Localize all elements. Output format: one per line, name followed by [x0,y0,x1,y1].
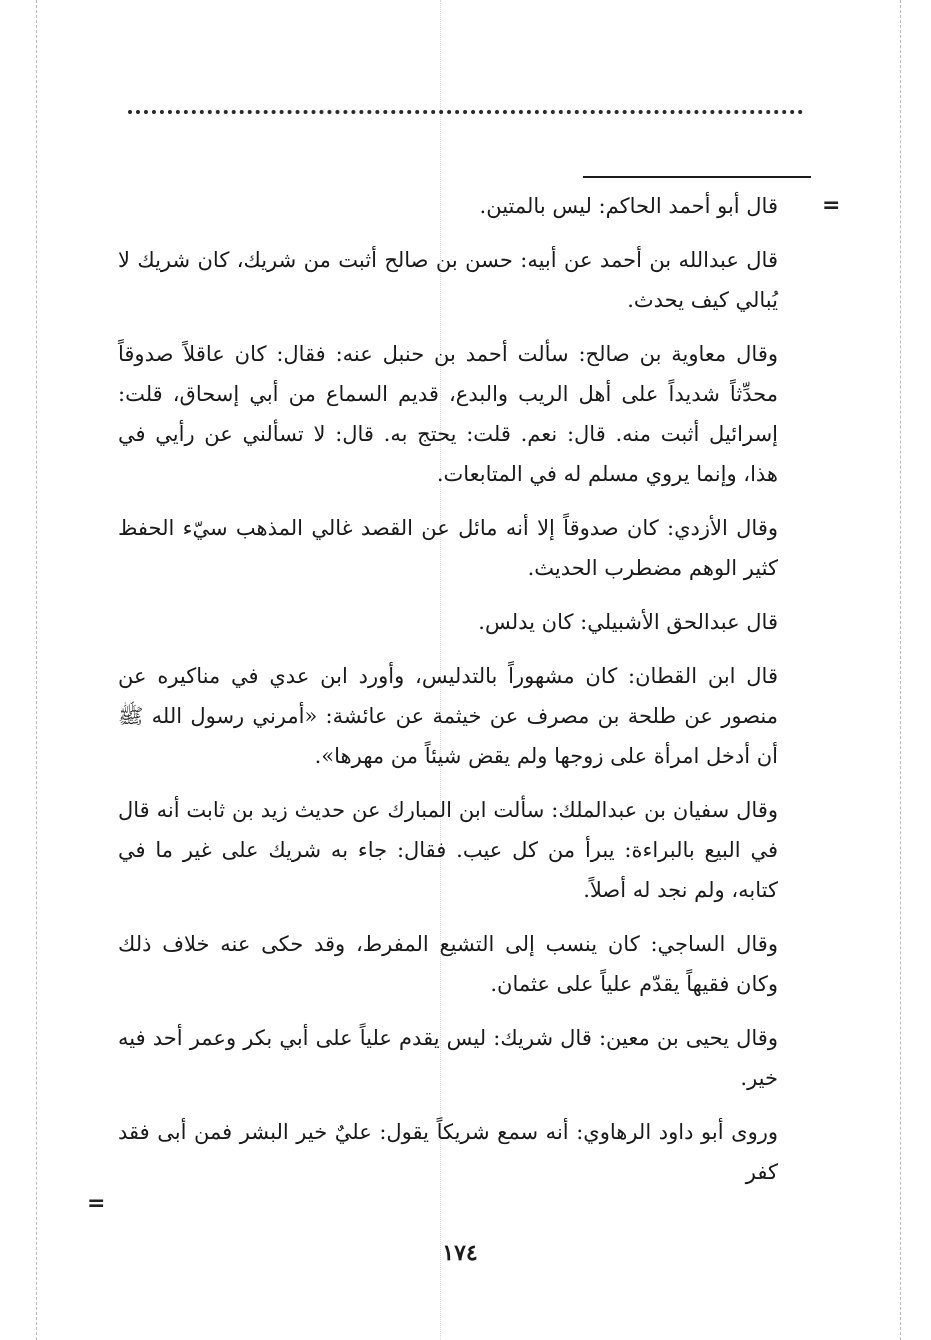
paragraph: وقال الأزدي: كان صدوقاً إلا أنه مائل عن القصد غالي المذهب سيّء الحفظ كثير الوهم مضطرب الحديث. [118,516,778,580]
footnote-rule [583,176,811,178]
paragraph: وقال يحيى بن معين: قال شريك: ليس يقدم علياً على أبي بكر وعمر أحد فيه خير. [118,1026,778,1090]
continuation-mark-top: = [822,193,841,218]
scan-margin-line-left [36,0,37,1340]
paragraph: قال عبدالله بن أحمد عن أبيه: حسن بن صالح أثبت من شريك، كان شريك لا يُبالي كيف يحدث. [118,248,778,312]
paragraph: وقال سفيان بن عبدالملك: سألت ابن المبارك عن حديث زيد بن ثابت أنه قال في البيع بالبراءة: يبرأ من كل عيب. فقال: جاء به شريك على غير ما في كتابه، ولم نجد له أصلاً. [118,798,778,902]
footnote-text [118,186,778,1206]
paragraph: وقال معاوية بن صالح: سألت أحمد بن حنبل عنه: فقال: كان عاقلاً صدوقاً محدِّثاً شديداً على أهل الريب والبدع، قديم السماع من أبي إسحاق، قلت: إسرائيل أثبت منه. قال: نعم. قلت: يحتج به. قال: لا تسألني عن رأيي في هذا، وإنما يروي مسلم له في المتابعات. [118,342,778,486]
paragraph: وقال الساجي: كان ينسب إلى التشيع المفرط، وقد حكى عنه خلاف ذلك وكان فقيهاً يقدّم علياً على عثمان. [118,932,778,996]
page-number: ١٧٤ [442,1240,478,1266]
paragraph: قال عبدالحق الأشبيلي: كان يدلس. [478,610,778,634]
scan-margin-line-right [900,0,901,1340]
paragraph: قال أبو أحمد الحاكم: ليس بالمتين. [479,194,778,218]
paragraph: وروى أبو داود الرهاوي: أنه سمع شريكاً يقول: عليٌ خير البشر فمن أبى فقد كفر [118,1120,778,1184]
dotted-separator [128,110,803,114]
continuation-mark-bottom: = [87,1191,106,1216]
paragraph: قال ابن القطان: كان مشهوراً بالتدليس، وأورد ابن عدي في مناكيره عن منصور عن طلحة بن مصرف عن خيثمة عن عائشة: «أمرني رسول الله ﷺ أن أدخل امرأة على زوجها ولم يقض شيئاً من مهرها». [118,664,778,768]
